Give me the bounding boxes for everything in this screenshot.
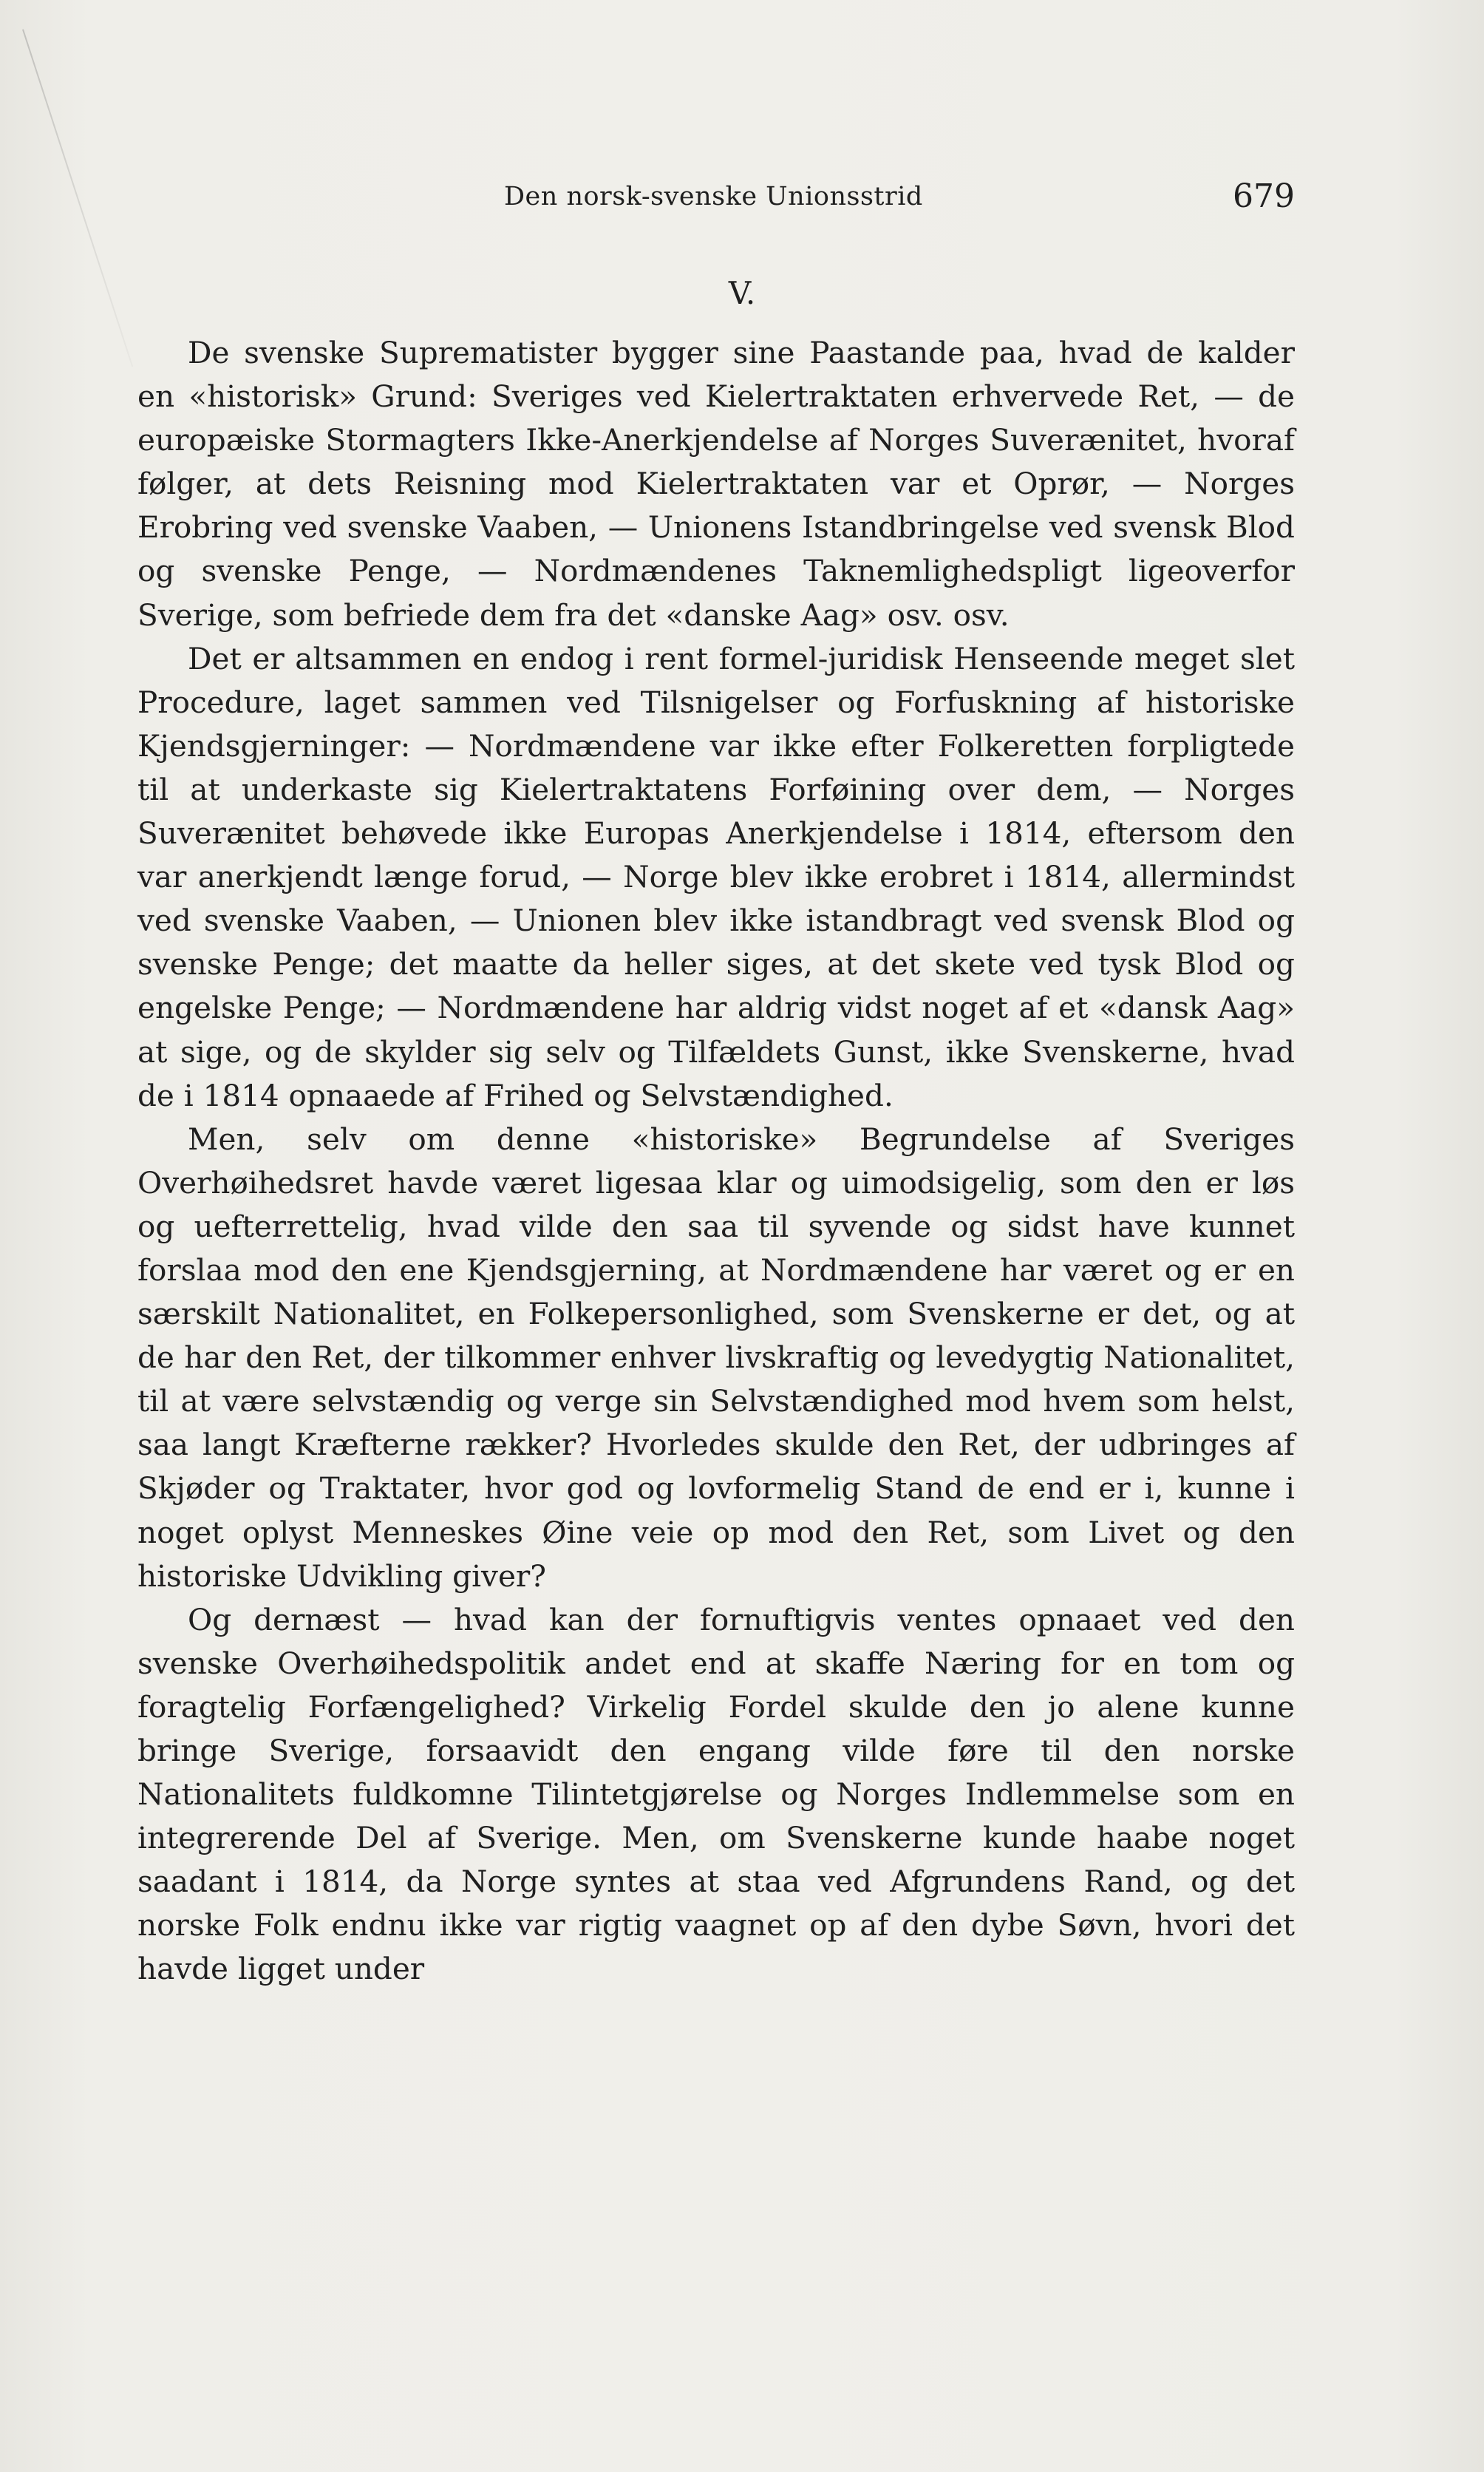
paragraph-3: Men, selv om denne «historiske» Begrundelse af Sveriges Overhøihedsret havde været ligesaa klar og uimodsigelig, som den er løs og uefterrettelig, hvad vilde den saa til syvende og sidst have kunnet forslaa mod den ene Kjendsgjerning, at Nordmændene har været og er en særskilt Nationalitet, en Folkepersonlighed, som Svenskerne er det, og at de har den Ret, der tilkommer enhver livskraftig og levedygtig Nationalitet, til at være selvstændig og verge sin Selvstændighed mod hvem som helst, saa langt Kræfterne rækker? Hvorledes skulde den Ret, der udbringes af Skjøder og Traktater, hvor god og lovformelig Stand de end er i, kunne i noget oplyst Menneskes Øine veie op mod den Ret, som Livet og den historiske Udvikling giver? [137,1121,1295,1594]
running-title: Den norsk-svenske Unionsstrid [504,182,923,211]
page-edge-shadow [22,29,133,367]
page-header [137,177,1295,226]
body-text [137,331,1295,1991]
section-heading: V. [728,275,756,311]
page-number: 679 [1233,177,1295,215]
paragraph-2: Det er altsammen en endog i rent formel-juridisk Henseende meget slet Procedure, laget sammen ved Tilsnigelser og Forfuskning af historiske Kjendsgjerninger: — Nordmændene var ikke efter Folkeretten forpligtede til at underkaste sig Kielertraktatens Forføining over dem, — Norges Suverænitet behøvede ikke Europas Anerkjendelse i 1814, eftersom den var anerkjendt længe forud, — Norge blev ikke erobret i 1814, allermindst ved svenske Vaaben, — Unionen blev ikke istandbragt ved svensk Blod og svenske Penge; det maatte da heller siges, at det skete ved tysk Blod og engelske Penge; — Nordmændene har aldrig vidst noget af et «dansk Aag» at sige, og de skylder sig selv og Tilfældets Gunst, ikke Svenskerne, hvad de i 1814 opnaaede af Frihed og Selvstændighed. [137,640,1295,1113]
paragraph-1: De svenske Suprematister bygger sine Paastande paa, hvad de kalder en «historisk» Grund: Sveriges ved Kielertraktaten erhvervede Ret, — de europæiske Stormagters Ikke-Anerkjendelse af Norges Suverænitet, hvoraf følger, at dets Reisning mod Kielertraktaten var et Oprør, — Norges Erobring ved svenske Vaaben, — Unionens Istandbringelse ved svensk Blod og svenske Penge, — Nordmændenes Taknemlighedspligt ligeoverfor Sverige, som befriede dem fra det «danske Aag» osv. osv. [137,335,1295,633]
paragraph-4: Og dernæst — hvad kan der fornuftigvis ventes opnaaet ved den svenske Overhøihedspolitik andet end at skaffe Næring for en tom og foragtelig Forfængelighed? Virkelig Fordel skulde den jo alene kunne bringe Sverige, forsaavidt den engang vilde føre til den norske Nationalitets fuldkomne Tilintetgjørelse og Norges Indlemmelse som en integrerende Del af Sverige. Men, om Svenskerne kunde haabe noget saadant i 1814, da Norge syntes at staa ved Afgrundens Rand, og det norske Folk endnu ikke var rigtig vaagnet op af den dybe Søvn, hvori det havde ligget under [137,1601,1295,1987]
